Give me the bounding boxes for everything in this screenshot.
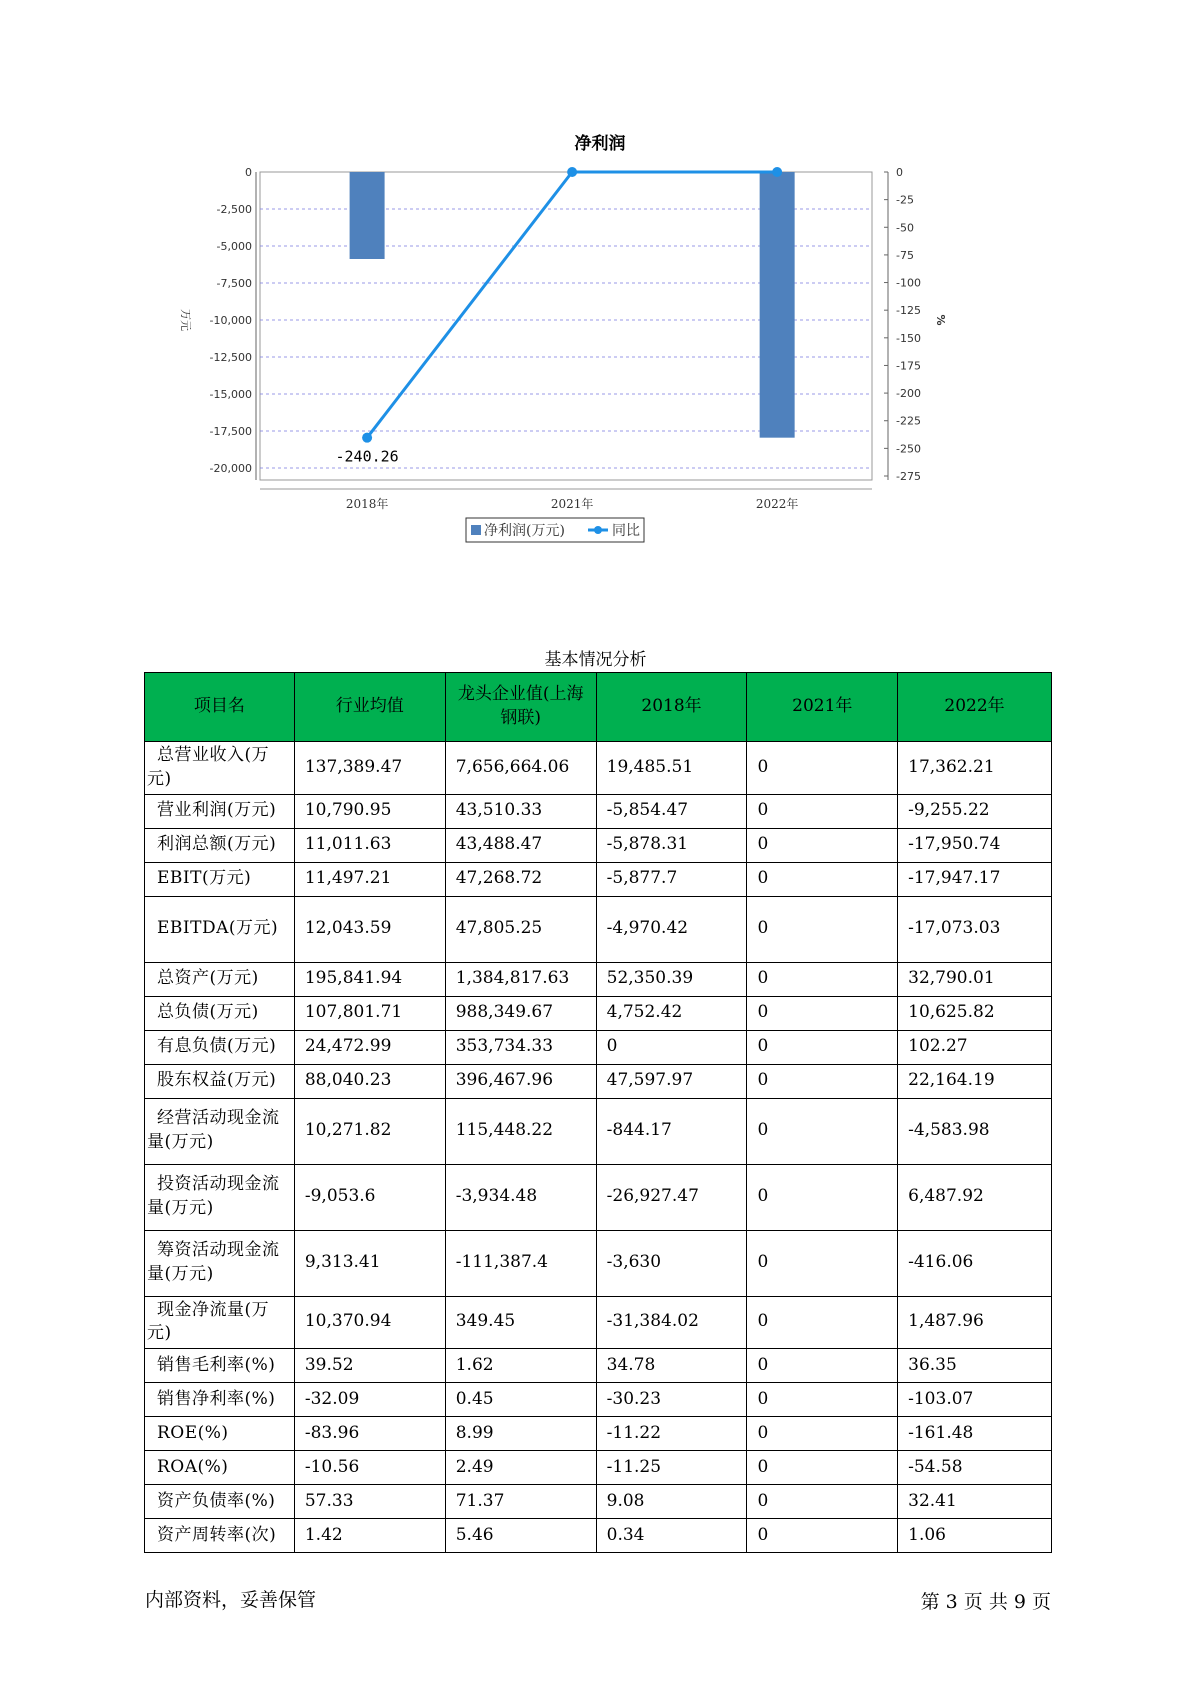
row-label-cell: 利润总额(万元) bbox=[145, 828, 295, 862]
row-label-cell: 现金净流量(万元) bbox=[145, 1296, 295, 1349]
table-cell: 10,625.82 bbox=[898, 996, 1052, 1030]
table-cell: 6,487.92 bbox=[898, 1164, 1052, 1230]
table-cell: 22,164.19 bbox=[898, 1064, 1052, 1098]
table-cell: 115,448.22 bbox=[445, 1098, 596, 1164]
table-cell: 39.52 bbox=[294, 1349, 445, 1383]
table-cell: -9,255.22 bbox=[898, 794, 1052, 828]
table-cell: 0 bbox=[747, 1064, 898, 1098]
yoy-point bbox=[567, 167, 577, 177]
y-tick-label: -17,500 bbox=[209, 425, 252, 438]
table-cell: 88,040.23 bbox=[294, 1064, 445, 1098]
table-row bbox=[145, 1519, 1052, 1553]
yoy-point bbox=[772, 167, 782, 177]
table-cell: 195,841.94 bbox=[294, 962, 445, 996]
table-cell: -30.23 bbox=[596, 1383, 747, 1417]
table-cell: 0.34 bbox=[596, 1519, 747, 1553]
table-cell: 43,488.47 bbox=[445, 828, 596, 862]
row-label-cell: 总负债(万元) bbox=[145, 996, 295, 1030]
y-tick-label: -10,000 bbox=[209, 314, 252, 327]
net-profit-chart bbox=[160, 130, 1060, 590]
net-profit-bar bbox=[760, 172, 795, 438]
table-cell: -3,630 bbox=[596, 1230, 747, 1296]
table-row bbox=[145, 1383, 1052, 1417]
y2-tick-label: -75 bbox=[896, 248, 914, 262]
y-tick-label: -2,500 bbox=[216, 203, 252, 216]
y2-tick-label: -250 bbox=[896, 442, 921, 456]
y2-tick-label: -125 bbox=[896, 304, 921, 318]
table-cell: 0 bbox=[747, 794, 898, 828]
table-cell: 47,597.97 bbox=[596, 1064, 747, 1098]
table-cell: 36.35 bbox=[898, 1349, 1052, 1383]
table-cell: 17,362.21 bbox=[898, 742, 1052, 795]
table-cell: 32,790.01 bbox=[898, 962, 1052, 996]
y2-tick-label: -50 bbox=[896, 221, 914, 235]
table-cell: -17,073.03 bbox=[898, 896, 1052, 962]
table-row bbox=[145, 996, 1052, 1030]
x-tick-label: 2018年 bbox=[345, 497, 389, 511]
table-cell: -10.56 bbox=[294, 1451, 445, 1485]
y-tick-label: -7,500 bbox=[216, 277, 252, 290]
table-cell: -161.48 bbox=[898, 1417, 1052, 1451]
table-row bbox=[145, 794, 1052, 828]
table-cell: 43,510.33 bbox=[445, 794, 596, 828]
y-tick-label: -20,000 bbox=[209, 462, 252, 475]
table-header-cell: 2018年 bbox=[596, 673, 747, 742]
table-cell: 0 bbox=[747, 896, 898, 962]
table-cell: -5,854.47 bbox=[596, 794, 747, 828]
table-row bbox=[145, 1064, 1052, 1098]
chart-title: 净利润 bbox=[574, 134, 626, 154]
table-row bbox=[145, 1296, 1052, 1349]
table-cell: 2.49 bbox=[445, 1451, 596, 1485]
table-cell: 0 bbox=[747, 1519, 898, 1553]
table-cell: -54.58 bbox=[898, 1451, 1052, 1485]
table-row bbox=[145, 1098, 1052, 1164]
y2-tick-label: -100 bbox=[896, 276, 921, 290]
table-cell: 19,485.51 bbox=[596, 742, 747, 795]
table-cell: 137,389.47 bbox=[294, 742, 445, 795]
table-cell: 0 bbox=[747, 996, 898, 1030]
row-label-cell: 投资活动现金流量(万元) bbox=[145, 1164, 295, 1230]
y-tick-label: -12,500 bbox=[209, 351, 252, 364]
table-cell: 47,805.25 bbox=[445, 896, 596, 962]
table-cell: 1.42 bbox=[294, 1519, 445, 1553]
table-cell: 7,656,664.06 bbox=[445, 742, 596, 795]
table-cell: -103.07 bbox=[898, 1383, 1052, 1417]
table-cell: 0 bbox=[747, 962, 898, 996]
row-label-cell: 总营业收入(万元) bbox=[145, 742, 295, 795]
table-cell: 349.45 bbox=[445, 1296, 596, 1349]
table-row bbox=[145, 896, 1052, 962]
table-header-cell: 2021年 bbox=[747, 673, 898, 742]
table-cell: 4,752.42 bbox=[596, 996, 747, 1030]
table-cell: 52,350.39 bbox=[596, 962, 747, 996]
table-cell: 353,734.33 bbox=[445, 1030, 596, 1064]
row-label-cell: EBITDA(万元) bbox=[145, 896, 295, 962]
y-tick-label: -5,000 bbox=[216, 240, 252, 253]
table-row bbox=[145, 1164, 1052, 1230]
table-row bbox=[145, 1030, 1052, 1064]
table-cell: 107,801.71 bbox=[294, 996, 445, 1030]
table-cell: 34.78 bbox=[596, 1349, 747, 1383]
y2-axis-label: % bbox=[934, 314, 947, 326]
table-cell: -17,947.17 bbox=[898, 862, 1052, 896]
table-cell: -4,583.98 bbox=[898, 1098, 1052, 1164]
table-cell: 0 bbox=[747, 1164, 898, 1230]
row-label-cell: EBIT(万元) bbox=[145, 862, 295, 896]
table-cell: -83.96 bbox=[294, 1417, 445, 1451]
table-cell: 1.62 bbox=[445, 1349, 596, 1383]
footer-page-number: 第 3 页 共 9 页 bbox=[920, 1591, 1051, 1613]
table-cell: 8.99 bbox=[445, 1417, 596, 1451]
row-label-cell: 筹资活动现金流量(万元) bbox=[145, 1230, 295, 1296]
table-cell: 0 bbox=[596, 1030, 747, 1064]
row-label-cell: 经营活动现金流量(万元) bbox=[145, 1098, 295, 1164]
legend-yoy-label: 同比 bbox=[612, 523, 640, 539]
table-cell: 0 bbox=[747, 1349, 898, 1383]
table-cell: -844.17 bbox=[596, 1098, 747, 1164]
table-cell: -11.25 bbox=[596, 1451, 747, 1485]
table-cell: 0 bbox=[747, 1383, 898, 1417]
row-label-cell: ROE(%) bbox=[145, 1417, 295, 1451]
table-cell: -17,950.74 bbox=[898, 828, 1052, 862]
table-cell: 1.06 bbox=[898, 1519, 1052, 1553]
legend-line-marker bbox=[594, 526, 602, 534]
table-cell: 9.08 bbox=[596, 1485, 747, 1519]
y-tick-label: 0 bbox=[245, 166, 252, 179]
table-row bbox=[145, 1230, 1052, 1296]
table-cell: 0 bbox=[747, 1485, 898, 1519]
table-row bbox=[145, 828, 1052, 862]
y2-tick-label: -275 bbox=[896, 470, 921, 483]
table-cell: -5,878.31 bbox=[596, 828, 747, 862]
y2-tick-label: -200 bbox=[896, 387, 921, 401]
table-cell: 12,043.59 bbox=[294, 896, 445, 962]
table-cell: -11.22 bbox=[596, 1417, 747, 1451]
y2-tick-label: -25 bbox=[896, 193, 914, 207]
table-cell: -5,877.7 bbox=[596, 862, 747, 896]
x-tick-label: 2022年 bbox=[755, 497, 799, 511]
table-header-cell: 2022年 bbox=[898, 673, 1052, 742]
table-cell: 11,011.63 bbox=[294, 828, 445, 862]
row-label-cell: 销售净利率(%) bbox=[145, 1383, 295, 1417]
row-label-cell: 资产负债率(%) bbox=[145, 1485, 295, 1519]
table-cell: 0 bbox=[747, 1030, 898, 1064]
table-cell: -416.06 bbox=[898, 1230, 1052, 1296]
table-cell: -32.09 bbox=[294, 1383, 445, 1417]
table-cell: 11,497.21 bbox=[294, 862, 445, 896]
table-cell: 0 bbox=[747, 1451, 898, 1485]
table-cell: 9,313.41 bbox=[294, 1230, 445, 1296]
table-row bbox=[145, 862, 1052, 896]
row-label-cell: ROA(%) bbox=[145, 1451, 295, 1485]
table-cell: 102.27 bbox=[898, 1030, 1052, 1064]
table-cell: 10,271.82 bbox=[294, 1098, 445, 1164]
table-cell: -3,934.48 bbox=[445, 1164, 596, 1230]
y-axis-label: 万元 bbox=[179, 309, 192, 331]
table-title: 基本情况分析 bbox=[544, 650, 647, 670]
table-cell: -9,053.6 bbox=[294, 1164, 445, 1230]
table-row bbox=[145, 1349, 1052, 1383]
table-cell: 10,790.95 bbox=[294, 794, 445, 828]
table-cell: 0 bbox=[747, 1098, 898, 1164]
y2-tick-label: -225 bbox=[896, 414, 921, 428]
table-cell: -111,387.4 bbox=[445, 1230, 596, 1296]
y2-tick-label: 0 bbox=[896, 166, 903, 179]
table-cell: 0.45 bbox=[445, 1383, 596, 1417]
row-label-cell: 股东权益(万元) bbox=[145, 1064, 295, 1098]
basic-analysis-table bbox=[144, 672, 1052, 1553]
table-row bbox=[145, 1451, 1052, 1485]
row-label-cell: 销售毛利率(%) bbox=[145, 1349, 295, 1383]
net-profit-bar bbox=[350, 172, 385, 259]
row-label-cell: 有息负债(万元) bbox=[145, 1030, 295, 1064]
x-tick-label: 2021年 bbox=[550, 497, 594, 511]
y2-tick-label: -175 bbox=[896, 359, 921, 373]
table-cell: 57.33 bbox=[294, 1485, 445, 1519]
table-cell: 47,268.72 bbox=[445, 862, 596, 896]
table-cell: 1,384,817.63 bbox=[445, 962, 596, 996]
legend-net-profit-label: 净利润(万元) bbox=[484, 523, 565, 539]
table-cell: 1,487.96 bbox=[898, 1296, 1052, 1349]
table-cell: -4,970.42 bbox=[596, 896, 747, 962]
table-cell: 71.37 bbox=[445, 1485, 596, 1519]
table-cell: 0 bbox=[747, 1296, 898, 1349]
row-label-cell: 资产周转率(次) bbox=[145, 1519, 295, 1553]
table-header-row bbox=[145, 673, 1052, 742]
table-row bbox=[145, 742, 1052, 795]
table-cell: 396,467.96 bbox=[445, 1064, 596, 1098]
y2-tick-label: -150 bbox=[896, 331, 921, 345]
row-label-cell: 营业利润(万元) bbox=[145, 794, 295, 828]
table-cell: 0 bbox=[747, 828, 898, 862]
table-header-cell: 龙头企业值(上海钢联) bbox=[445, 673, 596, 742]
table-cell: 0 bbox=[747, 1230, 898, 1296]
table-row bbox=[145, 962, 1052, 996]
footer-confidential: 内部资料，妥善保管 bbox=[145, 1589, 317, 1611]
table-cell: 5.46 bbox=[445, 1519, 596, 1553]
chart-svg bbox=[160, 130, 1060, 590]
table-row bbox=[145, 1417, 1052, 1451]
table-cell: 10,370.94 bbox=[294, 1296, 445, 1349]
table-cell: 0 bbox=[747, 1417, 898, 1451]
table-cell: 0 bbox=[747, 862, 898, 896]
table-cell: -31,384.02 bbox=[596, 1296, 747, 1349]
table-cell: 988,349.67 bbox=[445, 996, 596, 1030]
table-header-cell: 行业均值 bbox=[294, 673, 445, 742]
yoy-data-label: -240.26 bbox=[335, 447, 399, 466]
table-cell: 24,472.99 bbox=[294, 1030, 445, 1064]
yoy-point bbox=[362, 433, 372, 443]
table-cell: 0 bbox=[747, 742, 898, 795]
y-tick-label: -15,000 bbox=[209, 388, 252, 401]
table-cell: -26,927.47 bbox=[596, 1164, 747, 1230]
table-cell: 32.41 bbox=[898, 1485, 1052, 1519]
table-row bbox=[145, 1485, 1052, 1519]
row-label-cell: 总资产(万元) bbox=[145, 962, 295, 996]
table-header-cell: 项目名 bbox=[145, 673, 295, 742]
legend-bar-swatch bbox=[471, 525, 481, 535]
